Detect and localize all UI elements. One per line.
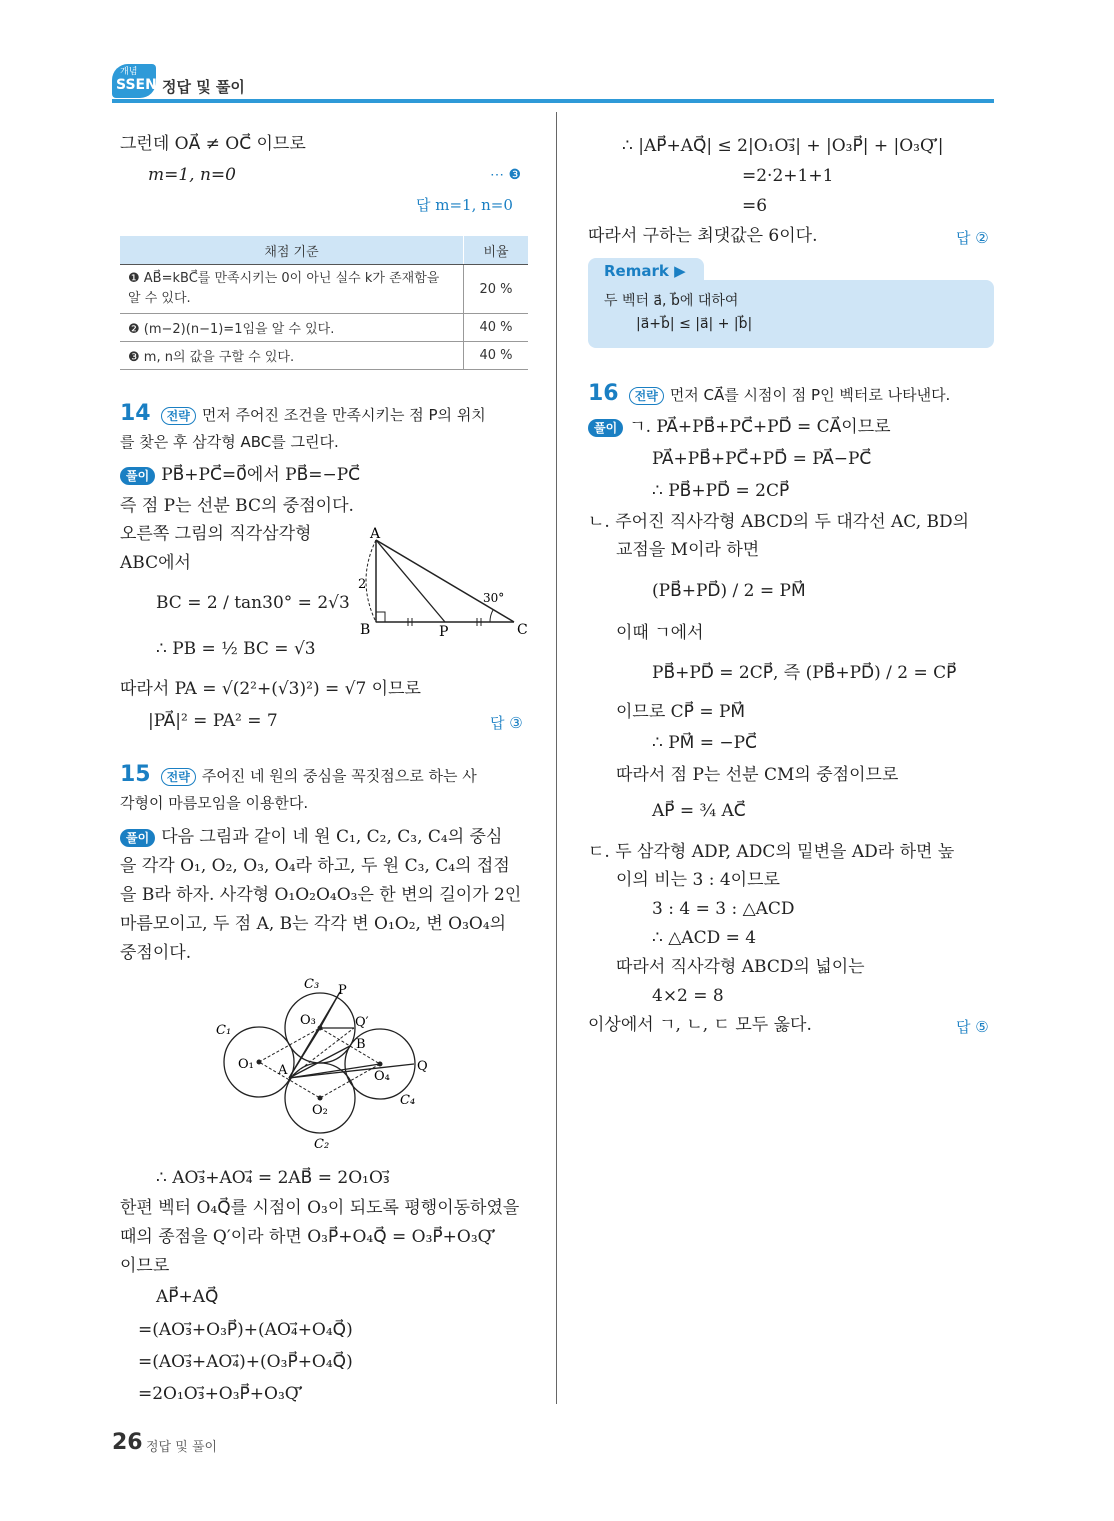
p15-answer: 답 ② — [956, 229, 989, 247]
p15-number: 15 — [120, 762, 151, 787]
label-o3: O₃ — [300, 1013, 316, 1028]
p14-strategy-2: 를 찾은 후 삼각형 ABC를 그린다. — [120, 433, 339, 451]
p15-line2: =2O₁O₃⃗+O₃P⃗+O₃Q′⃗ — [138, 1384, 303, 1404]
scoring-table — [120, 236, 528, 370]
right-angle-mark — [376, 612, 385, 622]
label-angle: 30° — [483, 591, 505, 605]
point-o3 — [318, 1026, 323, 1031]
p16-line: (PB⃗+PD⃗) / 2 = PM⃗ — [652, 581, 806, 601]
triangle-figure — [350, 524, 536, 642]
label-P: P — [439, 624, 449, 640]
solution-tag: 풀이 — [120, 467, 155, 485]
header-rule — [112, 99, 994, 103]
point-o2 — [318, 1096, 323, 1101]
strategy-tag: 전략 — [161, 407, 196, 425]
p14-line: |PA⃗|² = PA² = 7 — [148, 711, 278, 731]
p15-line: 중점이다. — [120, 943, 192, 963]
p16-line: ∴ △ACD = 4 — [652, 928, 757, 948]
p15-cont-line: =6 — [742, 196, 768, 216]
p16-line: 따라서 점 P는 선분 CM의 중점이므로 — [616, 765, 899, 785]
logo-top-text: 개념 — [120, 67, 138, 77]
vector-line — [289, 1064, 414, 1078]
label-q: Q — [417, 1059, 428, 1074]
p16-line: 이므로 CP⃗ = PM⃗ — [616, 702, 746, 722]
strategy-tag: 전략 — [161, 768, 196, 786]
angle-arc — [490, 610, 493, 622]
p16-line: 이의 비는 3 : 4이므로 — [616, 870, 780, 890]
label-o1: O₁ — [238, 1057, 254, 1072]
point-o4 — [378, 1062, 383, 1067]
p15-line: 을 B라 하자. 사각형 O₁O₂O₄O₃은 한 변의 길이가 2인 — [120, 885, 522, 905]
p14-line: 즉 점 P는 선분 BC의 중점이다. — [120, 496, 354, 516]
p15-line2: AP⃗+AQ⃗ — [156, 1287, 219, 1307]
p15-strategy-2: 각형이 마름모임을 이용한다. — [120, 794, 309, 812]
table-row — [120, 342, 528, 370]
label-A: A — [370, 526, 381, 542]
label-c4: C₄ — [400, 1093, 416, 1108]
p16-heading — [588, 382, 950, 407]
p15-line2: 이므로 — [120, 1256, 170, 1276]
page-number: 26 — [112, 1430, 143, 1455]
label-c1: C₁ — [216, 1023, 232, 1038]
segment-pa — [376, 540, 445, 622]
p13-answer: 답 m=1, n=0 — [416, 196, 513, 214]
p15-line2: =(AO₃⃗+O₃P⃗)+(AO₄⃗+O₄Q⃗) — [138, 1320, 353, 1340]
p16-answer: 답 ⑤ — [956, 1018, 989, 1036]
side-arc — [366, 540, 376, 622]
p15-line2: =(AO₃⃗+AO₄⃗)+(O₃P⃗+O₄Q⃗) — [138, 1352, 353, 1372]
p16-line: 교점을 M이라 하면 — [616, 540, 760, 560]
p16-final: 이상에서 ㄱ, ㄴ, ㄷ 모두 옳다. — [588, 1015, 812, 1035]
label-b: B — [356, 1037, 366, 1052]
p14-line: ABC에서 — [120, 553, 191, 573]
p16-line: ㄷ. 두 삼각형 ADP, ADC의 밑변을 AD라 하면 높 — [588, 842, 955, 862]
table-cell: ❸ m, n의 값을 구할 수 있다. — [120, 342, 464, 370]
p13-line-1: 그런데 OA⃗ ≠ OC⃗ 이므로 — [120, 134, 306, 154]
p16-line: ㄱ. PA⃗+PB⃗+PC⃗+PD⃗ = CA⃗이므로 — [629, 417, 891, 437]
p16-line: ∴ PM⃗ = −PC⃗ — [652, 733, 757, 753]
p15-line: 마름모이고, 두 점 A, B는 각각 변 O₁O₂, 변 O₃O₄의 — [120, 914, 507, 934]
label-a: A — [278, 1063, 288, 1078]
footer-label: 정답 및 풀이 — [146, 1440, 218, 1455]
p14-heading — [120, 402, 486, 427]
strategy-tag: 전략 — [629, 387, 664, 405]
p15-line: 다음 그림과 같이 네 원 C₁, C₂, C₃, C₄의 중심 — [161, 827, 503, 847]
table-header-criteria: 채점 기준 — [120, 236, 464, 265]
table-row — [120, 314, 528, 342]
p16-number: 16 — [588, 381, 619, 406]
table-cell: ❶ AB⃗=kBC⃗를 만족시키는 0이 아닌 실수 k가 존재함을 알 수 있다. — [120, 265, 464, 314]
p14-line: ∴ PB = ½ BC = √3 — [156, 639, 316, 659]
solution-tag: 풀이 — [120, 829, 155, 847]
circles-figure — [212, 972, 442, 1158]
p15-line2: ∴ AO₃⃗+AO₄⃗ = 2AB⃗ = 2O₁O₃⃗ — [156, 1168, 390, 1188]
table-cell: 40 % — [464, 314, 529, 342]
p16-line: 이때 ㄱ에서 — [616, 623, 704, 643]
p15-heading — [120, 763, 477, 788]
header-title: 정답 및 풀이 — [162, 78, 245, 96]
solution-tag: 풀이 — [588, 419, 623, 437]
p13-line-2: m=1, n=0 — [148, 165, 236, 185]
table-cell: 40 % — [464, 342, 529, 370]
p15-line2: 한편 벡터 O₄Q⃗를 시점이 O₃이 되도록 평행이동하였을 — [120, 1198, 520, 1218]
label-c3: C₃ — [304, 977, 320, 992]
table-header-ratio: 비율 — [464, 236, 529, 265]
p14-line: 따라서 PA = √(2²+(√3)²) = √7 이므로 — [120, 679, 421, 699]
label-C: C — [517, 622, 528, 638]
p16-line: PA⃗+PB⃗+PC⃗+PD⃗ = PA⃗−PC⃗ — [652, 449, 872, 469]
p16-line: PB⃗+PD⃗ = 2CP⃗, 즉 (PB⃗+PD⃗) / 2 = CP⃗ — [652, 663, 957, 683]
label-o2: O₂ — [312, 1103, 328, 1118]
triangle-side-ac — [376, 540, 514, 622]
p16-strategy: 먼저 CA⃗를 시점이 점 P인 벡터로 나타낸다. — [669, 386, 951, 404]
p16-line: 따라서 직사각형 ABCD의 넓이는 — [616, 957, 865, 977]
p16-line: AP⃗ = ¾ AC⃗ — [652, 801, 746, 821]
remark-line-1: 두 벡터 a⃗, b⃗에 대하여 — [604, 293, 739, 309]
p16-line: ㄴ. 주어진 직사각형 ABCD의 두 대각선 AC, BD의 — [588, 512, 970, 532]
p15-conclusion: 따라서 구하는 최댓값은 6이다. — [588, 226, 818, 246]
p14-sol-1 — [120, 463, 360, 487]
p16-line: 3 : 4 = 3 : △ACD — [652, 899, 795, 919]
p13-mark: ⋯ ❸ — [490, 167, 522, 183]
p14-line: 오른쪽 그림의 직각삼각형 — [120, 524, 312, 544]
vector-line — [320, 992, 340, 1028]
p14-strategy-1: 먼저 주어진 조건을 만족시키는 점 P의 위치 — [201, 406, 486, 424]
remark-box — [588, 258, 994, 348]
label-p: P — [338, 983, 347, 998]
p15-line2: 때의 종점을 Q′이라 하면 O₃P⃗+O₄Q⃗ = O₃P⃗+O₃Q′⃗ — [120, 1227, 496, 1247]
label-o4: O₄ — [374, 1069, 390, 1084]
p15-cont-line: =2·2+1+1 — [742, 166, 834, 186]
label-side: 2 — [358, 577, 367, 592]
p15-sol-1 — [120, 825, 502, 849]
p16-line: ∴ PB⃗+PD⃗ = 2CP⃗ — [652, 481, 790, 501]
p14-line: BC = 2 / tan30° = 2√3 — [156, 593, 350, 613]
label-c2: C₂ — [314, 1137, 330, 1152]
label-q-prime: Q′ — [355, 1015, 369, 1030]
p14-answer: 답 ③ — [490, 714, 523, 732]
p16-sol-1 — [588, 415, 891, 439]
table-row — [120, 265, 528, 314]
p15-cont-line: ∴ |AP⃗+AQ⃗| ≤ 2|O₁O₃⃗| + |O₃P⃗| + |O₃Q′⃗| — [622, 136, 944, 156]
table-cell: 20 % — [464, 265, 529, 314]
remark-title: Remark ▶ — [604, 262, 686, 280]
p14-line: PB⃗+PC⃗=0⃗에서 PB⃗=−PC⃗ — [161, 465, 361, 485]
table-cell: ❷ (m−2)(n−1)=1임을 알 수 있다. — [120, 314, 464, 342]
p14-number: 14 — [120, 401, 151, 426]
p15-line: 을 각각 O₁, O₂, O₃, O₄라 하고, 두 원 C₃, C₄의 접점 — [120, 856, 510, 876]
column-divider — [556, 112, 557, 1404]
point-o1 — [257, 1060, 262, 1065]
logo-main-text: SSEN — [116, 77, 157, 93]
p15-strategy-1: 주어진 네 원의 중심을 꼭짓점으로 하는 사 — [201, 767, 477, 785]
label-B: B — [360, 622, 371, 638]
p16-line: 4×2 = 8 — [652, 986, 724, 1006]
remark-line-2: |a⃗+b⃗| ≤ |a⃗| + |b⃗| — [636, 316, 753, 332]
